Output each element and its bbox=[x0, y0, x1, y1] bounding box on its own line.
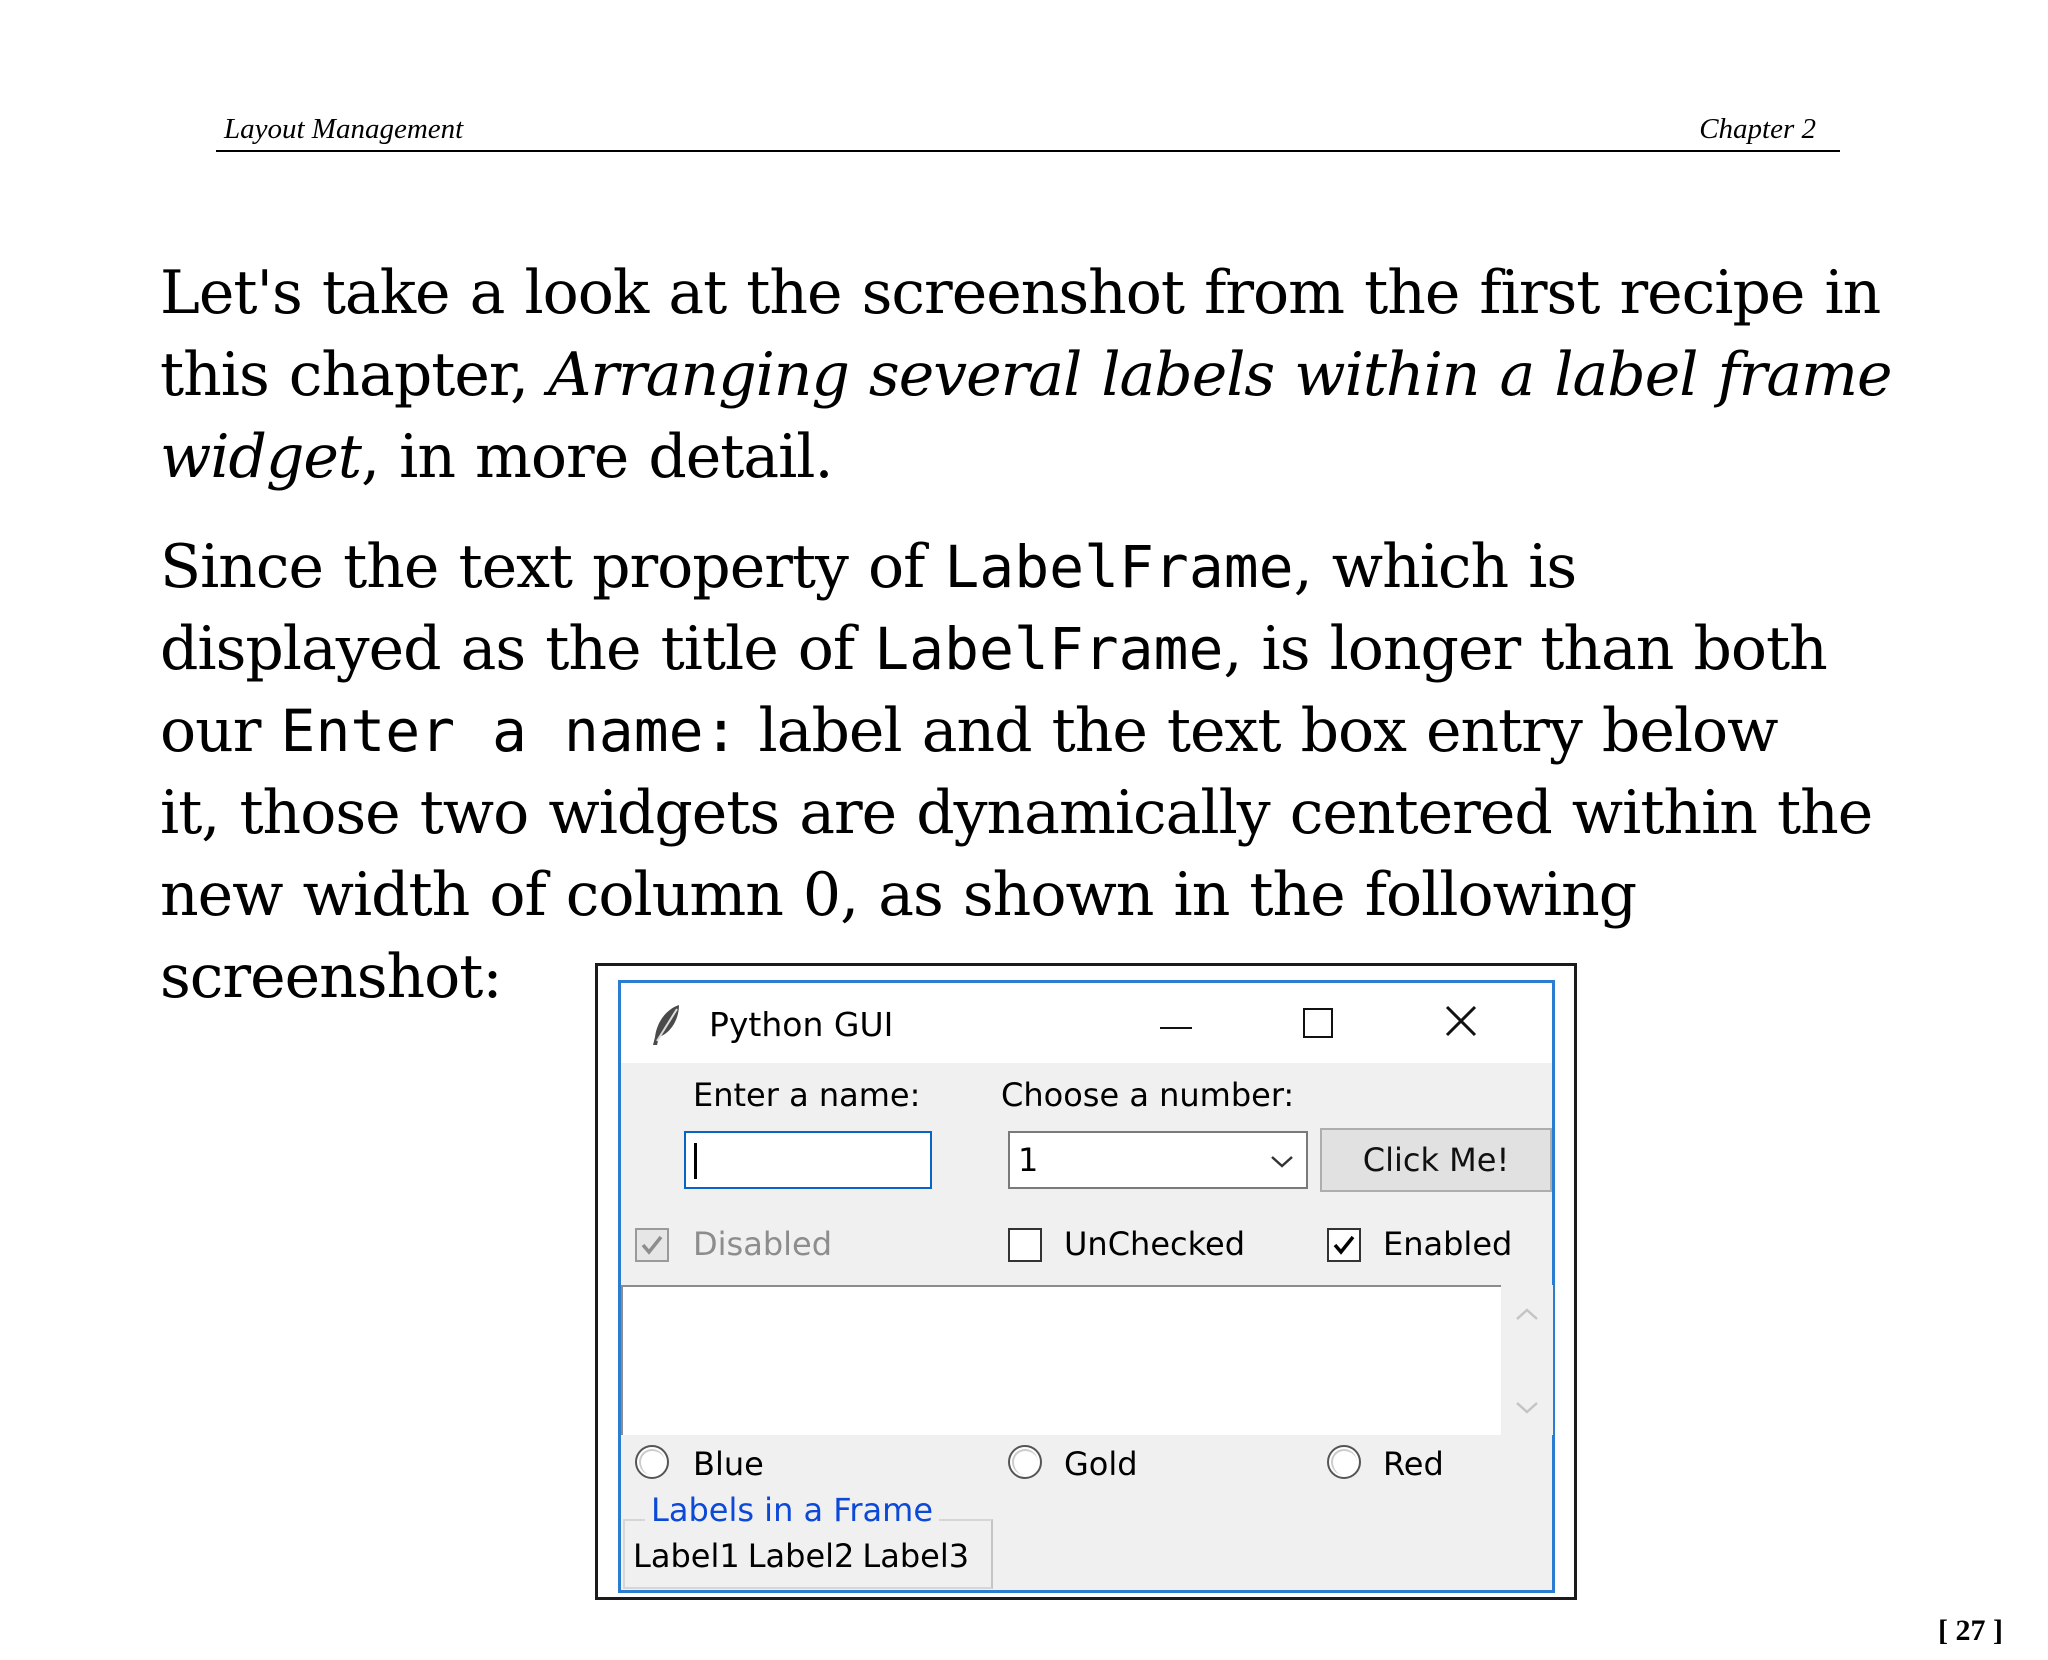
maximize-button[interactable] bbox=[1278, 991, 1358, 1051]
text-run: , in more detail. bbox=[360, 422, 833, 492]
disabled-checkbox bbox=[635, 1228, 669, 1262]
paragraph-intro-line-3 bbox=[160, 416, 1960, 498]
text-run: Since the text property of bbox=[160, 532, 945, 602]
radio-gold[interactable] bbox=[1008, 1445, 1042, 1479]
paragraph-explanation-line-2 bbox=[160, 608, 1980, 690]
page-number: [ 27 ] bbox=[1938, 1614, 2003, 1647]
screenshot-figure bbox=[595, 963, 1577, 1600]
number-combobox[interactable] bbox=[1008, 1131, 1308, 1189]
enabled-checkbox[interactable] bbox=[1327, 1228, 1361, 1262]
text-run: , which is bbox=[1293, 532, 1577, 602]
running-head-chapter: Chapter 2 bbox=[1699, 113, 1816, 145]
running-head bbox=[216, 108, 1840, 152]
disabled-checkbox-label: Disabled bbox=[693, 1225, 833, 1263]
label-frame-title: Labels in a Frame bbox=[645, 1491, 939, 1529]
vertical-scrollbar[interactable] bbox=[1501, 1285, 1553, 1435]
frame-label-1: Label1 bbox=[633, 1537, 740, 1575]
text-run: this chapter, bbox=[160, 340, 549, 410]
window-title: Python GUI bbox=[709, 1005, 894, 1044]
combobox-value: 1 bbox=[1018, 1141, 1039, 1179]
code-enter-a-name: Enter a name: bbox=[280, 697, 739, 765]
recipe-title-italic-end: widget bbox=[160, 422, 361, 492]
choose-number-label: Choose a number: bbox=[1001, 1076, 1295, 1114]
text-caret bbox=[694, 1143, 697, 1179]
radio-blue-label[interactable]: Blue bbox=[693, 1445, 764, 1483]
feather-icon bbox=[649, 1003, 683, 1047]
enter-name-label: Enter a name: bbox=[693, 1076, 921, 1114]
radio-red[interactable] bbox=[1327, 1445, 1361, 1479]
checkmark-icon bbox=[639, 1232, 665, 1258]
click-me-button[interactable]: Click Me! bbox=[1320, 1128, 1552, 1192]
code-labelframe: LabelFrame bbox=[874, 615, 1224, 683]
python-gui-window bbox=[618, 980, 1555, 1593]
text-run: label and the text box entry below bbox=[738, 696, 1778, 766]
paragraph-intro bbox=[160, 252, 1960, 498]
paragraph-explanation-line-1 bbox=[160, 526, 1980, 608]
name-entry[interactable] bbox=[684, 1131, 932, 1189]
minimize-button[interactable] bbox=[1136, 991, 1216, 1051]
paragraph-explanation bbox=[160, 526, 1980, 1018]
unchecked-checkbox[interactable] bbox=[1008, 1228, 1042, 1262]
paragraph-explanation-line-3 bbox=[160, 690, 1980, 772]
text-run: displayed as the title of bbox=[160, 614, 875, 684]
text-run: our bbox=[160, 696, 281, 766]
enabled-checkbox-label[interactable]: Enabled bbox=[1383, 1225, 1513, 1263]
paragraph-explanation-line-6: screenshot: bbox=[160, 942, 502, 1012]
running-head-section: Layout Management bbox=[224, 113, 464, 145]
frame-label-2: Label2 bbox=[747, 1537, 855, 1575]
radio-blue[interactable] bbox=[635, 1445, 669, 1479]
frame-label-3: Label3 bbox=[862, 1537, 970, 1575]
radio-red-label[interactable]: Red bbox=[1383, 1445, 1444, 1483]
code-labelframe: LabelFrame bbox=[944, 533, 1294, 601]
paragraph-intro-line-1: Let's take a look at the screenshot from the first recipe in bbox=[160, 258, 1881, 328]
title-bar[interactable] bbox=[621, 983, 1552, 1063]
radio-gold-label[interactable]: Gold bbox=[1064, 1445, 1138, 1483]
paragraph-explanation-line-4: it, those two widgets are dynamically centered within the bbox=[160, 778, 1873, 848]
recipe-title-italic: Arranging several labels within a label frame bbox=[548, 340, 1892, 410]
labels-label-frame bbox=[623, 1491, 993, 1589]
close-icon bbox=[1421, 991, 1501, 1051]
chevron-down-icon[interactable] bbox=[1513, 1399, 1541, 1417]
unchecked-checkbox-label[interactable]: UnChecked bbox=[1064, 1225, 1245, 1263]
scrolled-text-area[interactable] bbox=[621, 1285, 1501, 1435]
paragraph-intro-line-2 bbox=[160, 334, 1960, 416]
paragraph-explanation-line-5: new width of column 0, as shown in the following bbox=[160, 860, 1637, 930]
frame-labels-row bbox=[633, 1537, 977, 1575]
chevron-down-icon[interactable] bbox=[1268, 1151, 1296, 1171]
checkmark-icon bbox=[1331, 1232, 1357, 1258]
close-button[interactable] bbox=[1421, 991, 1501, 1051]
chevron-up-icon[interactable] bbox=[1513, 1305, 1541, 1323]
text-run: , is longer than both bbox=[1223, 614, 1827, 684]
